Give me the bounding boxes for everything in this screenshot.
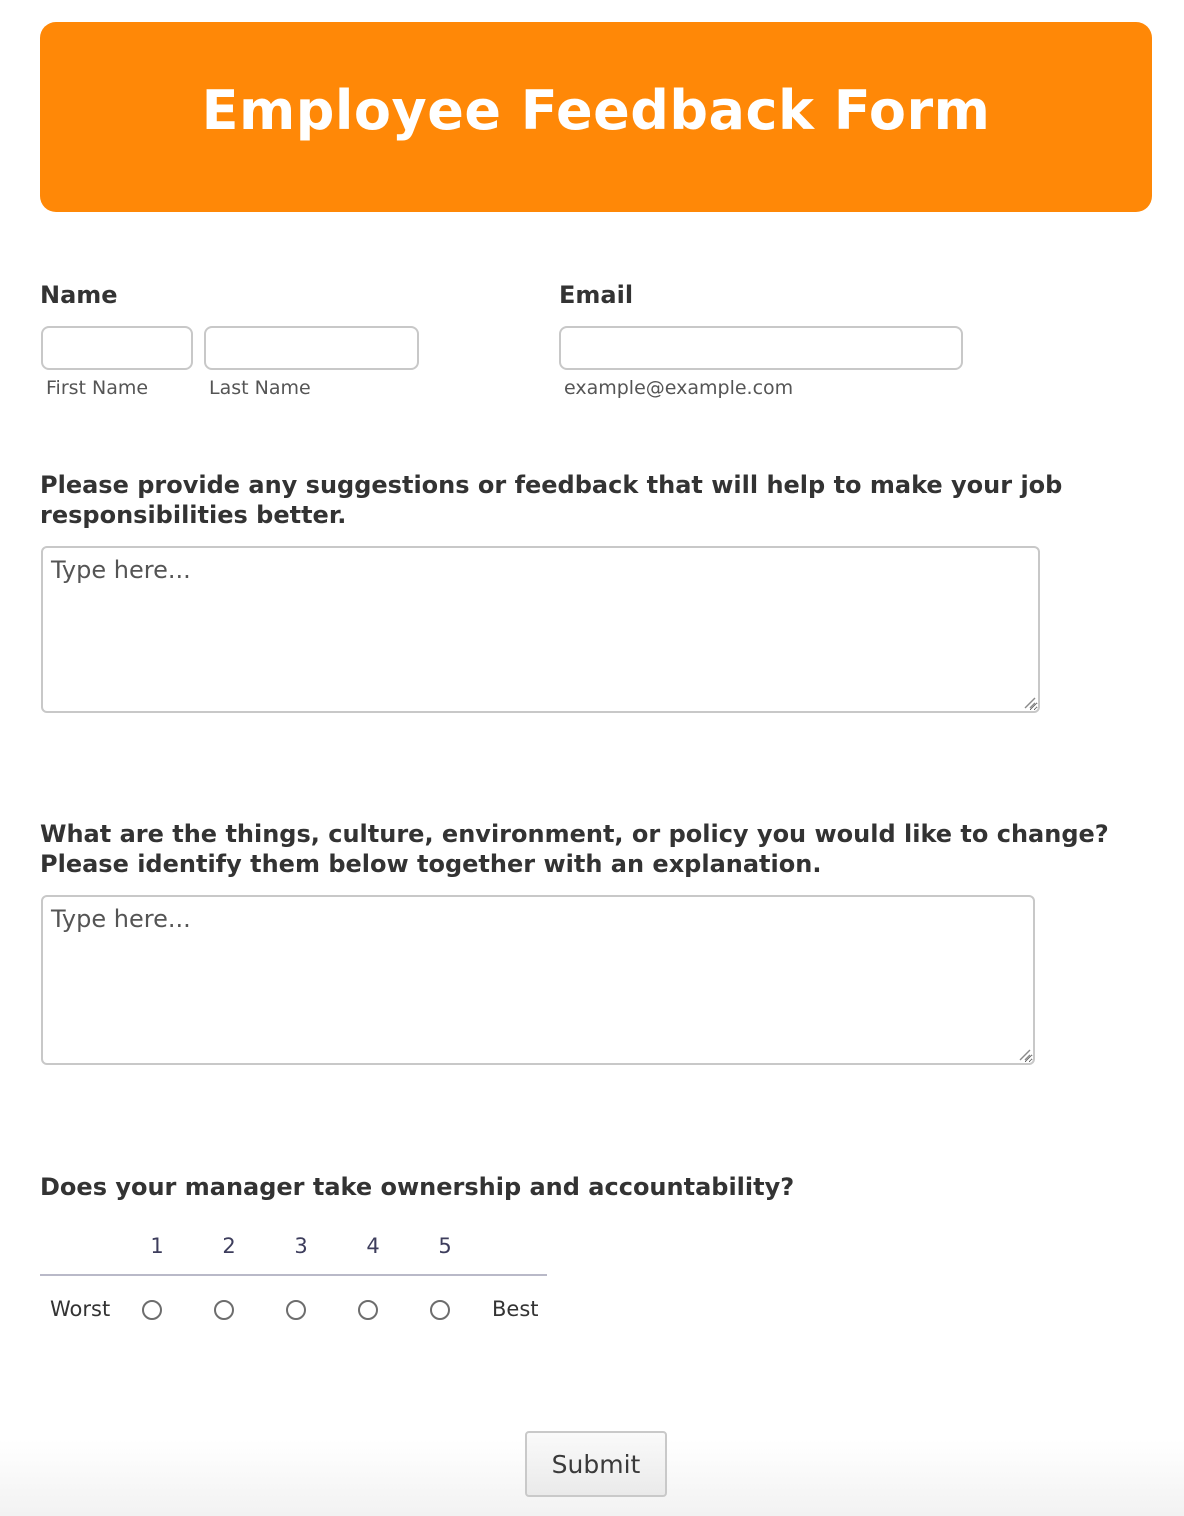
rating-radio-2[interactable] [214, 1300, 234, 1320]
scale-number-3: 3 [294, 1234, 308, 1258]
rating-radio-4[interactable] [358, 1300, 378, 1320]
first-name-sublabel: First Name [46, 377, 149, 399]
scale-divider [40, 1274, 547, 1276]
rating-radio-5[interactable] [430, 1300, 450, 1320]
scale-min-label: Worst [50, 1297, 111, 1321]
manager-question-label: Does your manager take ownership and accountability? [40, 1173, 795, 1201]
suggestions-question-label: Please provide any suggestions or feedback that will help to make your job responsibilities better. [40, 471, 1063, 529]
scale-number-2: 2 [222, 1234, 236, 1258]
name-label: Name [40, 281, 118, 309]
email-input[interactable] [559, 326, 963, 370]
form-header [40, 22, 1152, 212]
last-name-sublabel: Last Name [209, 377, 311, 399]
scale-number-4: 4 [366, 1234, 380, 1258]
suggestions-textarea[interactable] [41, 546, 1040, 713]
scale-max-label: Best [492, 1297, 539, 1321]
changes-textarea[interactable] [41, 895, 1035, 1065]
changes-question-label: What are the things, culture, environment, or policy you would like to change? Please identify them below together with an explanation. [40, 820, 1109, 878]
scale-number-5: 5 [438, 1234, 452, 1258]
email-label: Email [559, 281, 634, 309]
scale-number-1: 1 [150, 1234, 164, 1258]
rating-radio-1[interactable] [142, 1300, 162, 1320]
rating-radio-3[interactable] [286, 1300, 306, 1320]
email-sublabel: example@example.com [564, 377, 794, 399]
last-name-input[interactable] [204, 326, 419, 370]
first-name-input[interactable] [41, 326, 193, 370]
form-title: Employee Feedback Form [201, 79, 991, 142]
submit-button[interactable]: Submit [525, 1431, 667, 1497]
